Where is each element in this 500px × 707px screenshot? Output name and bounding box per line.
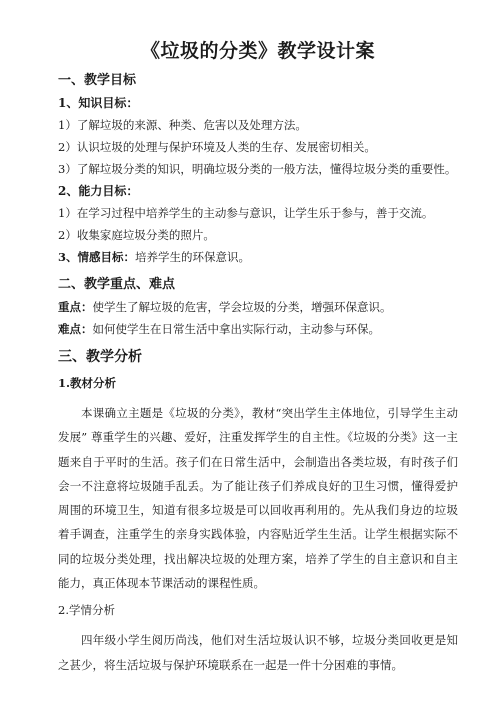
- knowledge-item: 2）认识垃圾的处理与保护环境及人类的生存、发展密切相关。: [58, 140, 376, 154]
- material-analysis-paragraph: 本课确立主题是《垃圾的分类》，教材“突出学生主体地位，引导学生主动发展” 尊重学生的兴趣、爱好，注重发挥学生的自主性。《垃圾的分类》这一主题来自于平时的生活。孩子们在日常生活中，会制造出各类垃圾，有时孩子们会一不注意将垃圾随手乱丢。为了能让孩子们养成良好的卫生习惯，懂得爱护周围的环境卫生，知道有很多垃圾是可以回收再利用的。先从我们身边的垃圾着手调查，注重学生的亲身实践体验，内容贴近学生生活。让学生根据实际不同的垃圾分类处理，找出解决垃圾的处理方案，培养了学生的自主意识和自主能力，真正体现本节课活动的课程性质。: [58, 406, 458, 591]
- section-heading-key-points: 二、教学重点、难点: [58, 277, 176, 292]
- subheading-ability: 2、能力目标：: [58, 184, 139, 198]
- emotion-label: 3、情感目标：: [58, 250, 136, 264]
- section-heading-analysis: 三、教学分析: [58, 349, 142, 365]
- emotion-objective: [58, 246, 458, 268]
- knowledge-item: 1）了解垃圾的来源、种类、危害以及处理方法。: [58, 118, 307, 132]
- key-text: 使学生了解垃圾的危害，学会垃圾的分类，增强环保意识。: [92, 300, 392, 314]
- subheading-material-analysis: 1.教材分析: [58, 376, 117, 390]
- ability-item: 2）收集家庭垃圾分类的照片。: [58, 228, 215, 242]
- document-title: 《垃圾的分类》教学设计案: [140, 40, 375, 62]
- subheading-knowledge: 1、知识目标：: [58, 96, 139, 110]
- subheading-student-analysis: 2.学情分析: [58, 603, 115, 618]
- ability-item: 1）在学习过程中培养学生的主动参与意识，让学生乐于参与，善于交流。: [58, 206, 434, 220]
- difficult-point: [58, 318, 458, 340]
- key-point: [58, 296, 458, 318]
- difficult-label: 难点：: [58, 322, 93, 336]
- difficult-text: 如何使学生在日常生活中拿出实际行动，主动参与环保。: [92, 322, 380, 336]
- student-analysis-paragraph: 四年级小学生阅历尚浅，他们对生活垃圾认识不够，垃圾分类回收更是知之甚少，将生活垃圾与保护环境联系在一起是一件十分困难的事情。: [58, 633, 458, 672]
- knowledge-item: 3）了解垃圾分类的知识，明确垃圾分类的一般方法，懂得垃圾分类的重要性。: [58, 162, 457, 176]
- key-label: 重点：: [58, 300, 93, 314]
- emotion-text: 培养学生的环保意识。: [135, 250, 251, 264]
- section-heading-objectives: 一、教学目标: [58, 73, 137, 88]
